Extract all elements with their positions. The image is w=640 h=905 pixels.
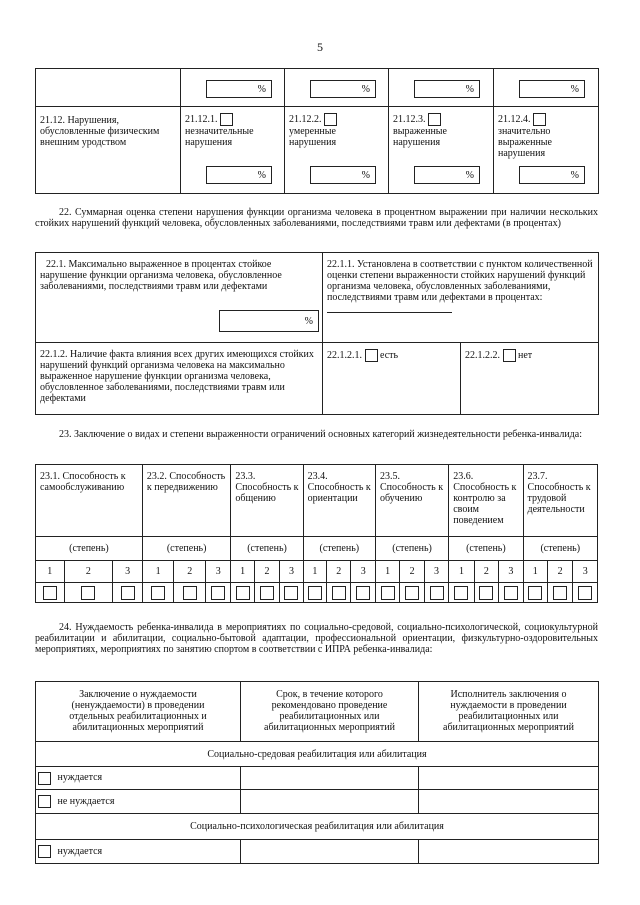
- degree-checkbox[interactable]: [151, 586, 165, 600]
- percent-input[interactable]: %: [414, 80, 480, 98]
- section-23-text: 23. Заключение о видах и степени выраженности ограничений основных категорий жизнедеятельности ребенка-инвалида:: [59, 429, 582, 440]
- table-22: [35, 252, 599, 415]
- checkbox[interactable]: [324, 113, 337, 126]
- category-23-3: 23.3. Способность к общению: [235, 471, 299, 504]
- degree-checkbox[interactable]: [553, 586, 567, 600]
- level-label: 2: [483, 566, 489, 577]
- degree-label: (степень): [166, 543, 207, 554]
- level-label: 1: [47, 566, 53, 577]
- table-23: [35, 464, 598, 603]
- degree-checkbox[interactable]: [121, 586, 135, 600]
- level-label: 3: [215, 566, 221, 577]
- item-code: 21.12.4.: [498, 113, 531, 125]
- category-23-1: 23.1. Способность к самообслуживанию: [40, 471, 126, 493]
- yes-label: есть: [380, 349, 399, 361]
- degree-checkbox[interactable]: [183, 586, 197, 600]
- executor-cell[interactable]: [419, 790, 599, 814]
- category-23-2: 23.2. Способность к передвижению: [146, 471, 226, 493]
- section-social-environmental: Социально-средовая реабилитация или абилитация: [207, 748, 427, 760]
- degree-checkbox[interactable]: [356, 586, 370, 600]
- degree-label: (степень): [540, 543, 581, 554]
- section-social-psychological: Социально-психологическая реабилитация или абилитация: [190, 821, 444, 832]
- checkbox[interactable]: [533, 113, 546, 126]
- no-code: 22.1.2.2.: [465, 349, 500, 361]
- degree-checkbox[interactable]: [260, 586, 274, 600]
- percent-input[interactable]: %: [519, 80, 585, 98]
- not-needs-checkbox[interactable]: [38, 795, 51, 808]
- needs-checkbox[interactable]: [38, 772, 51, 785]
- header-conclusion: Заключение о нуждаемости (ненуждаемости) в проведении отдельных реабилитационных и абилитационных мероприятий: [69, 689, 207, 733]
- percent-input[interactable]: %: [310, 166, 376, 184]
- needs-label: нуждается: [57, 772, 103, 784]
- no-checkbox[interactable]: [503, 349, 516, 362]
- level-label: 2: [85, 566, 91, 577]
- level-label: 3: [582, 566, 588, 577]
- executor-cell[interactable]: [419, 840, 599, 864]
- percent-input[interactable]: %: [414, 166, 480, 184]
- item-label: выраженные нарушения: [393, 126, 447, 148]
- percent-input[interactable]: %: [310, 80, 376, 98]
- term-cell[interactable]: [241, 767, 419, 790]
- degree-checkbox[interactable]: [454, 586, 468, 600]
- percent-input[interactable]: %: [219, 310, 319, 332]
- level-label: 1: [458, 566, 464, 577]
- cell-22-1: 22.1. Максимально выраженное в процентах стойкое нарушение функции организма человека, обусловленное заболеваниями, последствиями травм или дефектами: [40, 259, 282, 292]
- executor-cell[interactable]: [419, 767, 599, 790]
- degree-checkbox[interactable]: [528, 586, 542, 600]
- row-label-21-12: 21.12. Нарушения, обусловленные физическим внешним уродством: [40, 115, 160, 148]
- level-label: 1: [532, 566, 538, 577]
- header-term: Срок, в течение которого рекомендовано проведение реабилитационных или абилитационных мероприятий: [264, 689, 395, 733]
- cell-22-1-1: 22.1.1. Установлена в соответствии с пунктом количественной оценки степени выраженности стойких нарушений функций организма человека, обусловленных заболеваниями, последствиями травм или дефектами в процентах:: [327, 259, 593, 303]
- level-label: 2: [187, 566, 193, 577]
- percent-input[interactable]: %: [206, 166, 272, 184]
- level-label: 3: [434, 566, 439, 577]
- degree-label: (степень): [392, 543, 432, 554]
- degree-label: (степень): [466, 543, 506, 554]
- yes-checkbox[interactable]: [365, 349, 378, 362]
- header-executor: Исполнитель заключения о нуждаемости в проведении реабилитационных или абилитационных мероприятий: [443, 689, 574, 733]
- degree-checkbox[interactable]: [211, 586, 225, 600]
- no-label: нет: [518, 349, 533, 361]
- level-label: 2: [557, 566, 563, 577]
- item-label: умеренные нарушения: [289, 126, 337, 148]
- degree-checkbox[interactable]: [308, 586, 322, 600]
- section-22-text: 22. Суммарная оценка степени нарушения функции организма человека в процентном выражении при наличии нескольких стойких нарушений функций человека, обусловленных заболеваниями, последствиями травм или дефектами (в процентах): [35, 207, 598, 229]
- percent-blank[interactable]: [327, 303, 452, 313]
- degree-label: (степень): [319, 543, 360, 554]
- degree-checkbox[interactable]: [430, 586, 444, 600]
- level-label: 2: [409, 566, 415, 577]
- table-21-12: [35, 68, 599, 194]
- term-cell[interactable]: [241, 840, 419, 864]
- degree-checkbox[interactable]: [236, 586, 250, 600]
- level-label: 1: [240, 566, 246, 577]
- level-label: 1: [385, 566, 391, 577]
- table-24: [35, 681, 599, 864]
- level-label: 1: [155, 566, 161, 577]
- needs-checkbox[interactable]: [38, 845, 51, 858]
- yes-code: 22.1.2.1.: [327, 349, 362, 361]
- term-cell[interactable]: [241, 790, 419, 814]
- level-label: 2: [264, 566, 270, 577]
- category-23-7: 23.7. Способность к трудовой деятельности: [527, 471, 591, 515]
- degree-checkbox[interactable]: [578, 586, 592, 600]
- degree-checkbox[interactable]: [332, 586, 346, 600]
- level-label: 1: [312, 566, 318, 577]
- item-label: значительно выраженные нарушения: [498, 126, 552, 159]
- needs-label: нуждается: [57, 845, 103, 857]
- item-label: незначительные нарушения: [185, 126, 254, 148]
- degree-label: (степень): [69, 543, 109, 554]
- level-label: 2: [336, 566, 342, 577]
- degree-checkbox[interactable]: [479, 586, 493, 600]
- percent-input[interactable]: %: [519, 166, 585, 184]
- level-label: 3: [125, 566, 131, 577]
- item-code: 21.12.3.: [393, 113, 426, 125]
- page-number: 5: [317, 40, 323, 54]
- degree-checkbox[interactable]: [284, 586, 298, 600]
- degree-checkbox[interactable]: [504, 586, 518, 600]
- degree-checkbox[interactable]: [381, 586, 395, 600]
- degree-checkbox[interactable]: [81, 586, 95, 600]
- percent-input[interactable]: %: [206, 80, 272, 98]
- section-24-text: 24. Нуждаемость ребенка-инвалида в мероприятиях по социально-средовой, социально-психологической, социокультурной реабилитации и абилитации, социально-бытовой адаптации, профессиональной ориентации, физкультурно-оздоровительных мероприятиях, мероприятиях по занятию спортом в соответствии с ИПРА ребенка-инвалида:: [35, 622, 598, 655]
- item-code: 21.12.1.: [185, 113, 218, 125]
- empty-cell: [36, 69, 181, 107]
- cell-22-1-2: 22.1.2. Наличие факта влияния всех других имеющихся стойких нарушений функций организма человека на максимально выраженное нарушение функции организма человека, обусловленное заболеваниями, последствиями травм или дефектами: [40, 349, 314, 404]
- degree-label: (степень): [247, 543, 287, 554]
- category-23-5: 23.5. Способность к обучению: [379, 471, 444, 504]
- checkbox[interactable]: [428, 113, 441, 126]
- level-label: 3: [360, 566, 366, 577]
- category-23-6: 23.6. Способность к контролю за своим поведением: [453, 471, 517, 526]
- checkbox[interactable]: [220, 113, 233, 126]
- not-needs-label: не нуждается: [57, 795, 115, 807]
- category-23-4: 23.4. Способность к ориентации: [307, 471, 371, 504]
- degree-checkbox[interactable]: [43, 586, 57, 600]
- level-label: 3: [508, 566, 514, 577]
- degree-checkbox[interactable]: [405, 586, 419, 600]
- item-code: 21.12.2.: [289, 113, 322, 125]
- level-label: 3: [288, 566, 294, 577]
